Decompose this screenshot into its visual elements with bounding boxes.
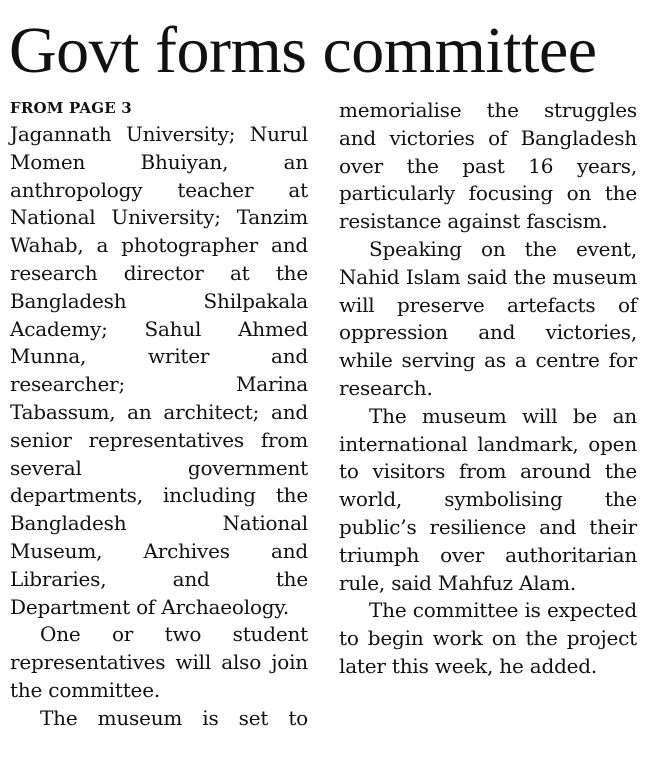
paragraph: One or two student representatives will also join the committee. xyxy=(10,622,308,702)
right-column xyxy=(339,97,637,681)
left-column xyxy=(10,121,308,733)
paragraph: Jagannath University; Nurul Momen Bhuiyan, an anthropology teacher at National University; Tanzim Wahab, a photographer and research director at the Bangladesh Shilpakala Academy; Sahul Ahmed Munna, writer and researcher; Marina Tabassum, an architect; and senior representatives from several government departments, including the Bangladesh National Museum, Archives and Libraries, and the Department of Archaeology. xyxy=(10,122,308,619)
paragraph: The museum is set to xyxy=(40,705,308,730)
paragraph: The museum will be an international landmark, open to visitors from around the world, symbolising the public’s resilience and their triumph over authoritarian rule, said Mahfuz Alam. xyxy=(339,403,637,595)
paragraph: Speaking on the event, Nahid Islam said the museum will preserve artefacts of oppression and victories, while serving as a centre for research. xyxy=(339,236,637,400)
paragraph: memorialise the struggles and victories of Bangladesh over the past 16 years, particularly focusing on the resistance against fascism. xyxy=(339,98,637,234)
paragraph: The committee is expected to begin work on the project later this week, he added. xyxy=(339,598,637,678)
dateline: FROM PAGE 3 xyxy=(10,99,132,117)
headline: Govt forms committee xyxy=(9,14,597,87)
